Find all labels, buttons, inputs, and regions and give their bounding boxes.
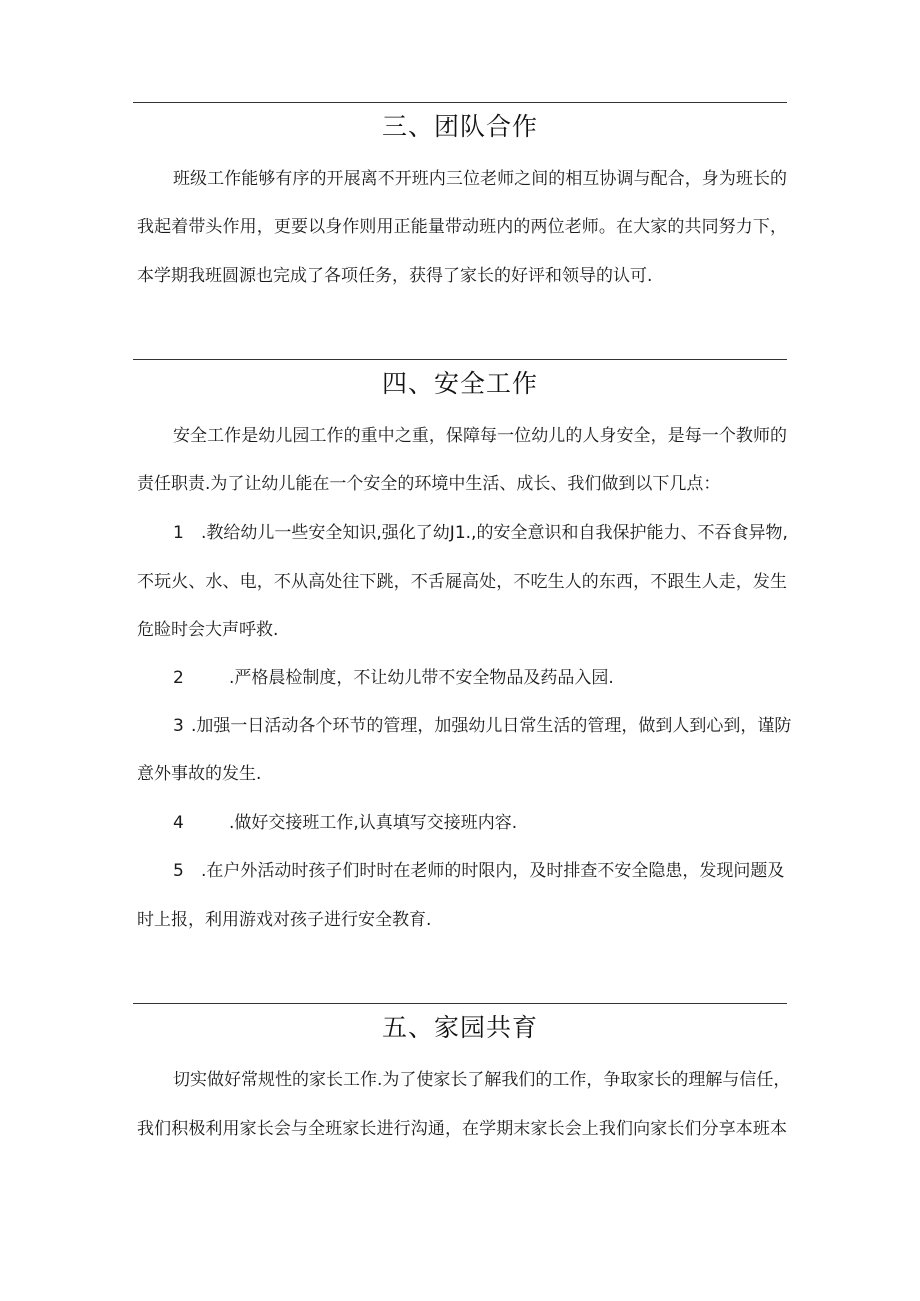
- paragraph-line: 责任职责.为了让幼儿能在一个安全的环境中生活、成长、我们做到以下几点：: [137, 474, 721, 494]
- section-heading-teamwork: 三、团队合作: [381, 112, 538, 141]
- list-item-1-line: 危睑时会大声呼救.: [137, 620, 279, 640]
- paragraph-line: 本学期我班圆源也完成了各项任务，获得了家长的好评和领导的认可.: [137, 266, 653, 286]
- list-item-1-line: 不玩火、水、电，不从高处往下跳，不舌屣高处，不吃生人的东西，不跟生人走，发生: [137, 572, 787, 592]
- list-item-5-line: [173, 859, 787, 883]
- list-item-number: 4: [173, 813, 184, 833]
- list-item-text: .做好交接班工作,认真填写交接班内容.: [229, 813, 518, 833]
- list-item-text: .在户外活动时孩子们时时在老师的时限内，及时排查不安全隐患，发现问题及: [201, 861, 785, 881]
- list-item-number: 5: [173, 861, 184, 881]
- section-divider: [133, 1003, 787, 1004]
- list-item-3-line: [173, 714, 792, 738]
- list-item-5-line: 时上报，利用游戏对孩子进行安全教育.: [137, 910, 432, 930]
- list-item-1-line: [173, 521, 787, 545]
- list-item-number: 1: [173, 523, 184, 543]
- list-item-number: 3: [173, 716, 184, 736]
- paragraph-line: 切实做好常规性的家长工作.为了使家长了解我们的工作，争取家长的理解与信任，: [173, 1070, 791, 1090]
- list-item-2-line: [173, 666, 787, 690]
- section-heading-home-school: 五、家园共育: [381, 1013, 538, 1042]
- list-item-text: .加强一日活动各个环节的管理，加强幼儿日常生活的管理，做到人到心到，谨防: [191, 716, 792, 736]
- list-item-number: 2: [173, 668, 184, 688]
- paragraph-line: 我起着带头作用，更要以身作则用正能量带动班内的两位老师。在大家的共同努力下，: [137, 217, 787, 237]
- section-divider: [133, 359, 787, 360]
- list-item-4-line: [173, 811, 787, 835]
- paragraph-line: 我们积极利用家长会与全班家长进行沟通，在学期末家长会上我们向家长们分享本班本: [137, 1119, 787, 1139]
- paragraph-line: 班级工作能够有序的开展离不开班内三位老师之间的相互协调与配合，身为班长的: [173, 169, 787, 189]
- paragraph-line: 安全工作是幼儿园工作的重中之重，保障每一位幼儿的人身安全，是每一个教师的: [173, 426, 787, 446]
- list-item-text: .教给幼儿一些安全知识,强化了幼J1.,的安全意识和自我保护能力、不吞食异物,: [201, 523, 788, 543]
- list-item-text: .严格晨检制度，不让幼儿带不安全物品及药品入园.: [229, 668, 614, 688]
- section-heading-safety: 四、安全工作: [381, 369, 538, 398]
- section-divider: [133, 102, 787, 103]
- list-item-3-line: 意外事故的发生.: [137, 764, 262, 784]
